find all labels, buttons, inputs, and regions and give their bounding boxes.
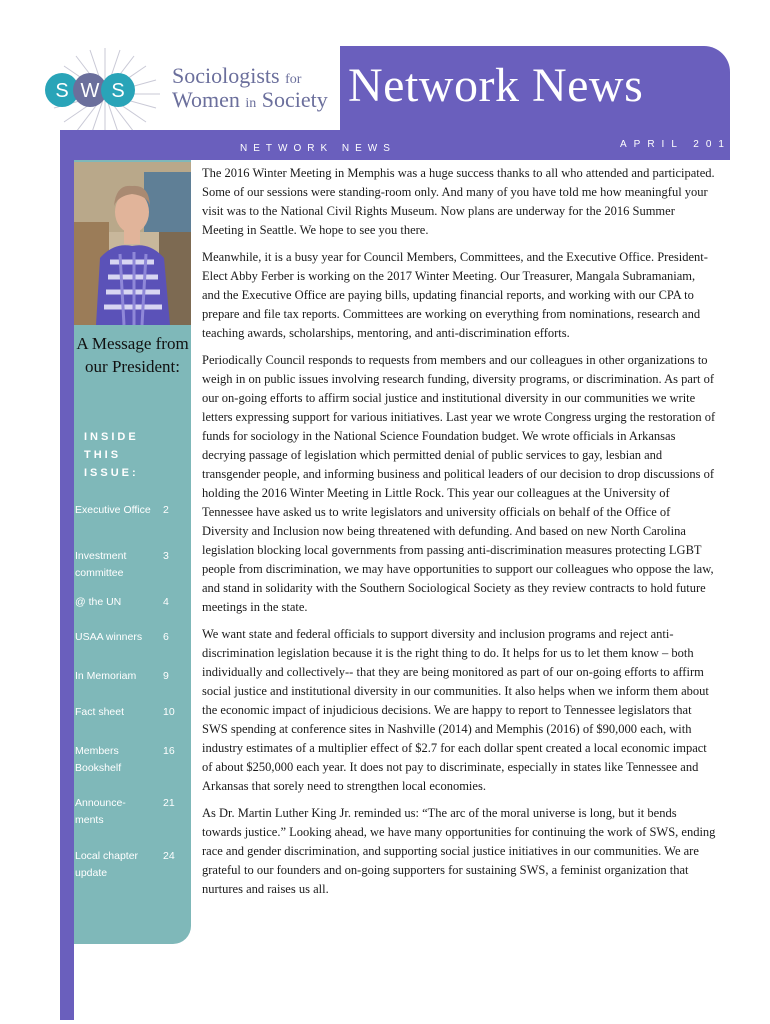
- inside-word-1: INSIDE: [84, 431, 139, 443]
- toc-page: 24: [163, 850, 175, 862]
- logo-letter-w: W: [80, 80, 100, 102]
- toc-title: USAA winners: [75, 631, 143, 643]
- toc-page: 2: [163, 504, 169, 516]
- toc-title: Executive Office: [75, 504, 151, 516]
- paragraph: The 2016 Winter Meeting in Memphis was a huge success thanks to all who attended and participated. Some of our sessions were standing-room only. And many of you have told me how meaningful your visit was to the National Civil Rights Museum. Now plans are underway for the 2016 Summer Meeting in Seattle. We hope to see you there.: [202, 166, 715, 237]
- president-photo: [74, 162, 191, 325]
- inside-this-issue-label: [84, 428, 139, 482]
- sunburst-icon: [40, 46, 170, 142]
- logo-letter-s1: S: [55, 80, 69, 102]
- issue-date: APRIL 2016: [620, 139, 744, 150]
- toc-page: 4: [163, 596, 169, 608]
- band-label: NETWORK NEWS: [240, 143, 396, 154]
- sws-logo: [40, 46, 340, 142]
- toc-page: 3: [163, 550, 169, 562]
- toc-title: @ the UN: [75, 596, 122, 608]
- toc-title: In Memoriam: [75, 670, 137, 682]
- newsletter-title: Network News: [348, 59, 644, 112]
- toc-page: 6: [163, 631, 169, 643]
- president-letter: [202, 164, 716, 907]
- toc-title: Members Bookshelf: [75, 745, 122, 774]
- paragraph: Periodically Council responds to requests from members and our colleagues in other organizations to weigh in on public issues involving research funding, diversity programs, or discrimination. As part of our on-going efforts to affirm social justice and institutional diversity in our communities we write letters expressing support for various initiatives. Last year we wrote Congress urging the restoration of funds for sociology in the National Science Foundation budget. We wrote officials in Arkansas decrying passage of legislation which permitted denial of public services to gay, lesbian and transgender people, and informing business and political leaders of our decision to drop discussions of holding the 2016 Winter Meeting in Little Rock. This year our colleagues at the University of Tennessee have asked us to write legislators and university officials on behalf of the Office of Diversity and Inclusion now being threatened with defunding. And based on new North Carolina legislation blocking local governments from passing anti-discrimination measures protecting LGBT people from discrimination, we may have opportunities to support our colleagues who oppose the law, and stand in solidarity with the Southern Sociological Society as they review contracts to hold future meetings in the state.: [202, 353, 716, 614]
- toc-page: 9: [163, 670, 169, 682]
- president-message-heading: A Message from our President:: [76, 334, 189, 376]
- toc-title: Announce-ments: [75, 797, 126, 826]
- paragraph: We want state and federal officials to support diversity and inclusion programs and reject anti-discrimination legislation because it is the right thing to do. It helps for us to let them know – both individually and collectively-- that they are being monitored as part of our on-going efforts to affirm social justice and institutional diversity in our communities. It also helps when we inform them about the economic impact of injudicious decisions. We are happy to report to Tennessee legislators that SWS spending at conference sites in Nashville (2014) and Memphis (2016) of $90,000 each, with industry estimates of a multiplier effect of $2.7 for each dollar spent created a local economic impact of about $250,000 each year. It does not pay to discriminate, especially in states like Tennessee and Arkansas that sorely need to strengthen local economies.: [202, 627, 709, 793]
- inside-word-2: THIS: [84, 449, 122, 461]
- toc-page: 10: [163, 706, 175, 718]
- paragraph: As Dr. Martin Luther King Jr. reminded us: “The arc of the moral universe is long, but it bends towards justice.” Looking ahead, we have many opportunities for continuing the work of SWS, ending race and gender discrimination, and supporting social justice initiatives in our communities. We are grateful to our founders and on-going supporters for sustaining SWS, a feminist organization that nurtures and raises us all.: [202, 806, 716, 896]
- toc-title: Investment committee: [75, 550, 127, 579]
- logo-wordmark: Sociologists for Women in Society: [172, 63, 328, 112]
- toc-page: 16: [163, 745, 175, 757]
- toc-title: Fact sheet: [75, 706, 125, 718]
- toc-page: 21: [163, 797, 175, 809]
- left-accent-bar: [60, 130, 74, 1020]
- paragraph: Meanwhile, it is a busy year for Council Members, Committees, and the Executive Office. President-Elect Abby Ferber is working on the 2017 Winter Meeting. Our Treasurer, Mangala Subramaniam, and the Executive Office are paying bills, updating financial reports, and working with our CPA to prepare and file tax reports. Committees are working on everything from nominations, research and teaching awards, scholarships, mentoring, and anti-discrimination efforts.: [202, 250, 708, 340]
- logo-letter-s2: S: [111, 80, 125, 102]
- toc-title: Local chapter update: [75, 850, 139, 879]
- inside-word-3: ISSUE:: [84, 467, 139, 479]
